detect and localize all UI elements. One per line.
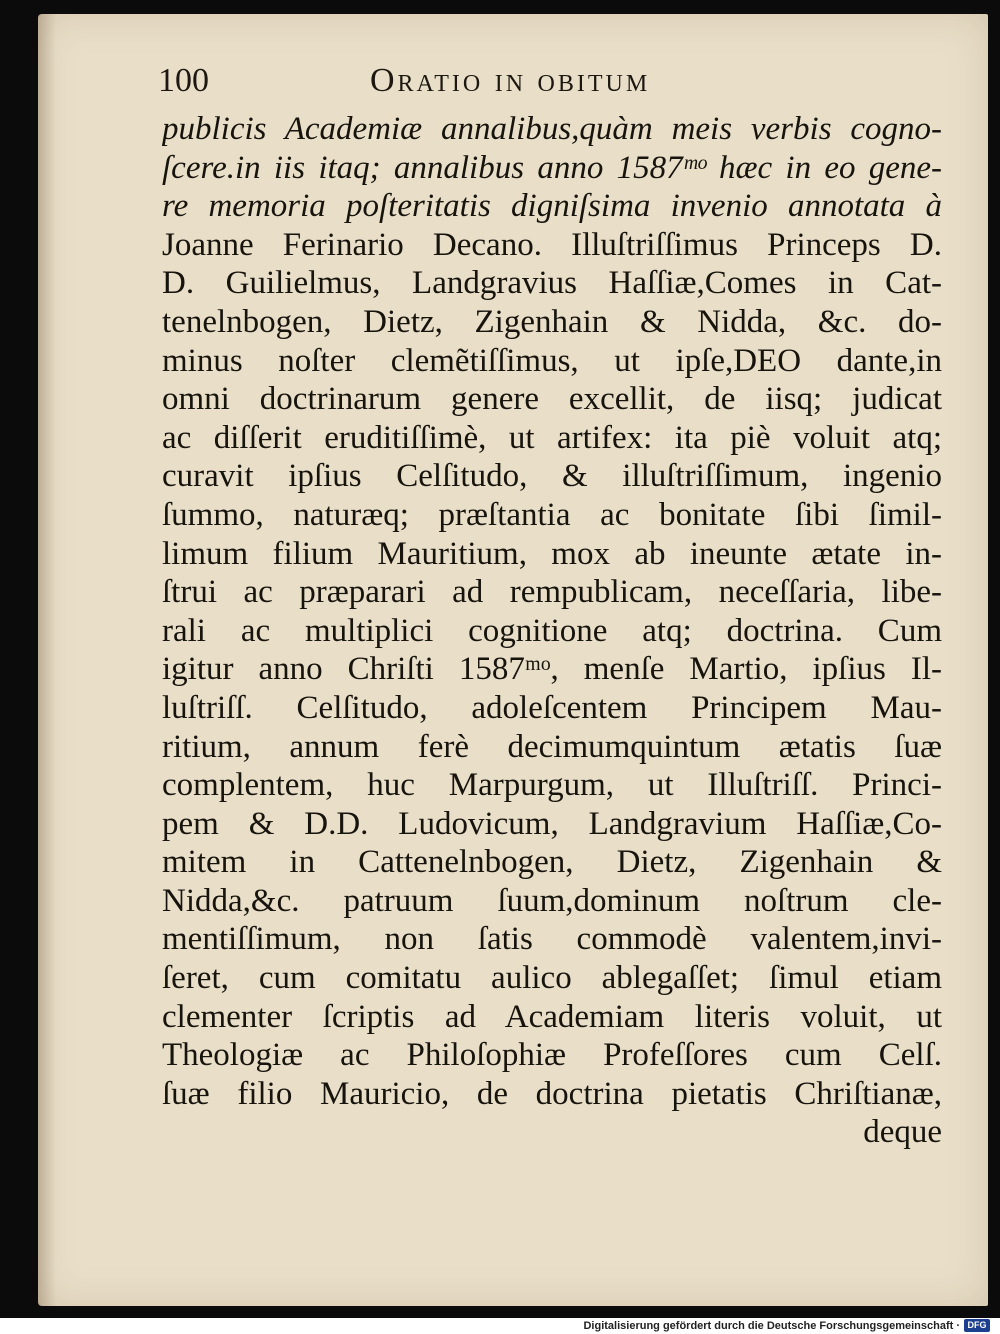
page-gutter-shadow [38, 14, 56, 1306]
text-line: pem & D.D. Ludovicum, Landgravium Haſſiæ,Co- [162, 805, 942, 842]
text-line: Theologiæ ac Philoſophiæ Profeſſores cum Celſ. [162, 1037, 942, 1074]
text-line: mitem in Cattenelnbogen, Dietz, Zigenhain & [162, 844, 942, 881]
text-line: igitur anno Chriſti 1587ᵐᵒ, menſe Martio, ipſius Il- [162, 651, 942, 688]
text-line: ſtrui ac præparari ad rempublicam, neceſſaria, libe- [162, 574, 942, 611]
running-title: Oratio in obitum [370, 62, 651, 99]
text-line: ſuæ filio Mauricio, de doctrina pietatis Chriſtianæ, [162, 1075, 942, 1112]
text-line: ſcere.in iis itaq; annalibus anno 1587ᵐᵒ hæc in eo gene- [162, 149, 942, 186]
body-text [162, 110, 942, 1152]
text-line: luſtriſſ. Celſitudo, adoleſcentem Principem Mau- [162, 689, 942, 726]
digitization-credit: Digitalisierung gefördert durch die Deutsche Forschungsgemeinschaft · [583, 1320, 960, 1332]
page-number: 100 [158, 62, 209, 99]
text-line: deque [863, 1114, 942, 1151]
text-line: re memoria poſteritatis digniſsima invenio annotata à [162, 188, 942, 225]
text-line: limum filium Mauritium, mox ab ineunte ætate in- [162, 535, 942, 572]
text-line: minus noſter clemẽtiſſimus, ut ipſe,DEO dante,in [162, 342, 942, 379]
text-line: Joanne Ferinario Decano. Illuſtriſſimus Princeps D. [162, 226, 942, 263]
text-line: Nidda,&c. patruum ſuum,dominum noſtrum cle- [162, 882, 942, 919]
page-header [158, 62, 948, 106]
text-line: clementer ſcriptis ad Academiam literis voluit, ut [162, 998, 942, 1035]
text-line: D. Guilielmus, Landgravius Haſſiæ,Comes in Cat- [162, 265, 942, 302]
text-line: curavit ipſius Celſitudo, & illuſtriſſimum, ingenio [162, 458, 942, 495]
text-line: mentiſſimum, non ſatis commodè valentem,invi- [162, 921, 942, 958]
dfg-logo: DFG [964, 1319, 990, 1332]
text-line: omni doctrinarum genere excellit, de iisq; judicat [162, 381, 942, 418]
text-line: ſeret, cum comitatu aulico ablegaſſet; ſimul etiam [162, 960, 942, 997]
text-line: tenelnbogen, Dietz, Zigenhain & Nidda, &c. do- [162, 303, 942, 340]
text-line: ritium, annum ferè decimumquintum ætatis ſuæ [162, 728, 942, 765]
text-line: complentem, huc Marpurgum, ut Illuſtriſſ. Princi- [162, 767, 942, 804]
text-line: rali ac multiplici cognitione atq; doctrina. Cum [162, 612, 942, 649]
text-line: ac diſſerit eruditiſſimè, ut artifex: ita piè voluit atq; [162, 419, 942, 456]
text-line: publicis Academiæ annalibus,quàm meis verbis cogno- [162, 111, 942, 147]
text-line: ſummo, naturæq; præſtantia ac bonitate ſibi ſimil- [162, 496, 942, 533]
